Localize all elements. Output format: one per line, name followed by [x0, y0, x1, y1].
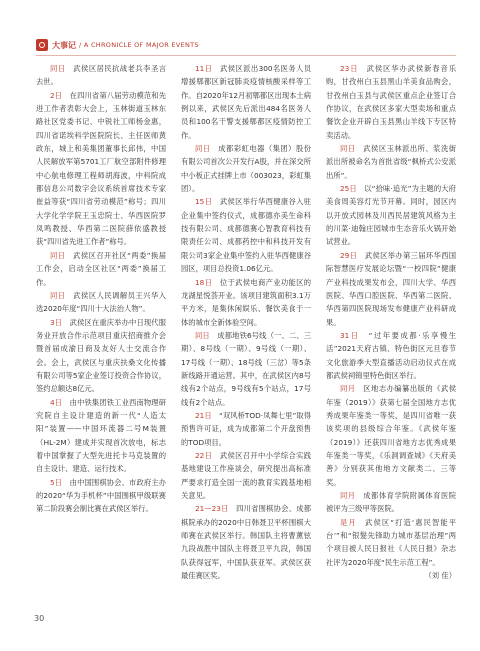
entry-date: 21日	[195, 410, 212, 420]
entry-date: 同日	[50, 64, 66, 73]
entry-text: 在四川省第八届劳动模范和先进工作者表彰大会上，玉林街道玉林东路社区党委书记、中锐社工师杨金惠，四川省诺埃科学医院院长、主任医师黄政东，城上和美集团董事长邱伟，中国人民解放军第5701工厂航空部附件修理中心航电修理工程师胡海波，中科院成都信息公司数字会议系统首席技术专家崔益等获“四川省劳动模范”称号；四川大学化学学院王玉忠院士、华西医院罗凤鸣教授、华西第二医院薛依盛教授获“四川省先进工作者”称号。	[36, 90, 167, 247]
entry-text: 武侯区召开社区“两委”换届工作会，启动全区社区“两委”换届工作。	[36, 250, 167, 287]
chronicle-entry	[36, 316, 166, 396]
chronicle-entry	[181, 449, 311, 502]
entry-date: 15日	[195, 197, 213, 207]
entry-date: 2日	[50, 90, 63, 100]
entry-text: 由中铁集团铁工业西南物理研究院自主设计建造的新一代“人造太阳”装置——中国环流器二号M装置（HL-2M）建成并实现首次放电，标志着中国掌握了大型先进托卡马克装置的自主设计、建造、运行技术。	[36, 397, 167, 474]
entry-date: 同日	[340, 144, 356, 154]
chronicle-entry	[326, 249, 456, 329]
entry-date: 同月	[340, 491, 356, 500]
entry-text: 武侯区举办第三届环华西国际智慧医疗发展论坛暨“一校四院”健康产业科技成果发布会，四川大学、华西医院、华西口腔医院、华西第二医院、华西第四医院现场发布健康产业科研成果。	[326, 250, 456, 327]
entry-date: 21—23日	[195, 504, 229, 514]
chronicle-entry	[181, 409, 311, 449]
entry-date: 同月	[340, 384, 356, 394]
chronicle-entry	[181, 276, 311, 329]
entry-date: 25日	[340, 184, 357, 194]
chronicle-entry	[36, 289, 166, 316]
chronicle-entry	[326, 142, 456, 182]
entry-date: 3日	[50, 317, 63, 327]
header-subtitle: / A CHRONICLE OF MAJOR EVENTS	[79, 41, 199, 49]
entry-text: 区地志办编纂出版的《武侯年鉴（2019）》获第七届全国地方志优秀成果年鉴类一等奖，是四川省唯一获该奖项的县级综合年鉴。《武侯年鉴（2019）》还获四川省地方志优秀成果年鉴类一等奖，《乐洞调查城》《天府美善》分别获其他地方文献类二、三等奖。	[326, 384, 457, 487]
entry-text: 武侯区玉林派出所、浆洗街派出所被命名为首批省级“枫桥式公安派出所”。	[326, 144, 457, 180]
entry-text: 武侯区人民调解员王兴华入选2020年度“四川十大法治人物”。	[36, 290, 167, 314]
chronicle-entry	[36, 396, 166, 476]
chronicle-entry	[326, 516, 456, 569]
chronicle-entry	[181, 62, 311, 142]
entry-date: 4日	[50, 397, 63, 407]
entry-date: 23日	[340, 64, 359, 73]
author-signature: （刘 佳）	[424, 571, 456, 581]
chronicle-entry	[36, 249, 166, 289]
entry-text: 武侯区在重庆举办中日现代服务业开放合作示范项目重庆招商推介会暨首届成渝日商及友好人士交流合作会。会上，武侯区与重庆扶桑文化传播有限公司等5家企业签订投资合作协议，签约总额达8亿元。	[36, 317, 167, 394]
page-number: 30	[34, 614, 45, 623]
chronicle-entry	[326, 329, 456, 382]
entry-date: 31日	[340, 330, 360, 340]
entry-text: 武侯区居民抗战老兵李圣言去世。	[36, 64, 167, 87]
chronicle-entry	[326, 182, 456, 249]
entry-text: 成都彩虹电器（集团）股份有限公司首次公开发行A股，并在深交所中小板正式挂牌上市（003023，彩虹集团）。	[181, 144, 312, 194]
chronicle-columns	[36, 62, 456, 610]
chronicle-entry	[181, 142, 311, 195]
entry-text: 武侯区派出300名医务人员增援郫都区新冠肺炎疫情核酸采样等工作。自2020年12月初郫都区出现本土病例以来，武侯区先后派出484名医务人员和100名干警支援郫都区疫情防控工作。	[181, 64, 312, 140]
entry-text: 成都体育学院附属体育医院被评为三级甲等医院。	[326, 491, 457, 514]
entry-date: 是月	[340, 517, 357, 527]
entry-date: 22日	[195, 450, 213, 460]
entry-text: 成都地铁6号线（一、二、三期）、8号线（一期）、9号线（一期）、17号线（一期）、18号线（三岔）等5条新线路开通运营。其中，在武侯区内8号线有2个站点，9号线有5个站点，17号线有2个站点。	[181, 330, 312, 407]
chronicle-entry	[181, 329, 311, 409]
entry-date: 11日	[195, 64, 213, 73]
column-1	[36, 62, 166, 610]
entry-date: 同日	[50, 250, 66, 260]
entry-date: 5日	[50, 477, 63, 487]
chronicle-entry	[36, 89, 166, 249]
entry-text: “过年要成都·乐享慢生活”2021天府古镇、特色街区元旦春节文化旅游季大型直播活动启动仪式在成都武侯祠锦里特色街区举行。	[326, 330, 457, 380]
header-divider	[36, 55, 456, 56]
entry-text: 四川省围棋协会、成都棋院承办的2020中日韩聂卫平杯围棋大师赛在武侯区举行。韩国队主将曹薰铉九段战胜中国队主将聂卫平九段，韩国队获得冠军，中国队获亚军。武侯区获最佳赛区奖。	[181, 504, 311, 581]
header-title: 大事记	[52, 40, 76, 50]
entry-text: 武侯区“打造‘惠民智能平台’”和“银髮先锋助力城市基层治理”两个项目被人民日报社《人民日报》杂志社评为2020年度“民生示范工程”。	[326, 517, 457, 567]
entry-date: 同日	[195, 144, 211, 154]
chronicle-entry	[36, 476, 166, 516]
entry-date: 同日	[195, 330, 210, 340]
entry-text: 位于武侯电商产业功能区的龙湖星悦荟开业。该项目建筑面积3.1万平方米，是集休闲娱乐、餐饮美食于一体的城市全新体验空间。	[181, 277, 311, 327]
entry-date: 18日	[195, 277, 213, 287]
entry-text: 由中国围棋协会、市政府主办的2020“华为手机杯”中国围棋甲级联赛第二阶段赛会制比赛在武侯区举行。	[36, 477, 167, 514]
chronicle-logo-icon	[36, 39, 48, 51]
chronicle-entry	[326, 382, 456, 489]
chronicle-entry	[326, 62, 456, 142]
chronicle-entry	[326, 489, 456, 516]
chronicle-entry	[181, 502, 311, 582]
entry-text: 武侯区华办武侯新春音乐购，甘孜州白玉县黑山羊美食品购会，甘孜州白玉县与武侯区重点企业签订合作协议，在武侯区多家大型卖场和重点餐饮企业开辟白玉县黑山羊线下专区特卖活动。	[326, 64, 457, 140]
page-header	[36, 38, 456, 52]
entry-text: “双风桥TOD·凤舞七里”取得预售许可证，成为成都第二个开盘预售的TOD项目。	[181, 410, 311, 447]
entry-date: 29日	[340, 250, 358, 260]
chronicle-entry	[36, 62, 166, 89]
entry-text: 以“拾味·追光”为主题的大府美食周美容灯光节开幕。同时，园区内以开放式园林及川西民居建筑风格为主的川菜·迪翰庄园城市生态音乐火锅开始试营业。	[326, 184, 456, 247]
column-2	[181, 62, 311, 610]
column-3	[326, 62, 456, 610]
entry-text: 武侯区举行华西健康谷入驻企业集中签约仪式，成都德亦美生命科技有限公司、成都德赛心智教育科技有限责任公司、成都药控中和科技开发有限公司3家企业集中签约入驻华西健康谷园区，项目总投资1.06亿元。	[181, 197, 311, 274]
entry-text: 武侯区召开中小学综合实践基地建设工作座谈会，研究提出高标准严要求打造全国一流的教育实践基地相关意见。	[181, 450, 311, 500]
chronicle-entry	[181, 195, 311, 275]
entry-date: 同日	[50, 290, 66, 300]
